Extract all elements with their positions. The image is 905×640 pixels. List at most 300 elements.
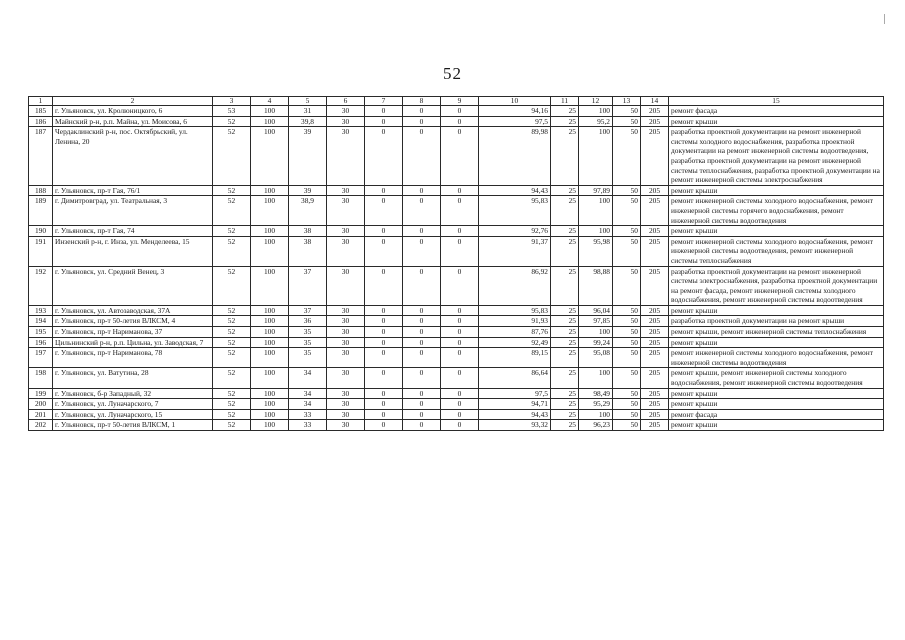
col14-cell: 205: [641, 305, 669, 316]
address-cell: г. Ульяновск, пр-т Нариманова, 78: [53, 348, 213, 368]
column-number-row: [29, 97, 884, 106]
col4-cell: 100: [251, 226, 289, 237]
col10-cell: 94,16: [479, 106, 551, 117]
col8-cell: 0: [403, 420, 441, 431]
address-cell: г. Ульяновск, пр-т 50-летия ВЛКСМ, 1: [53, 420, 213, 431]
column-header-2: 2: [53, 97, 213, 106]
col3-cell: 53: [213, 106, 251, 117]
col9-cell: 0: [441, 266, 479, 305]
table-body: [29, 106, 884, 431]
col6-cell: 30: [327, 368, 365, 388]
col14-cell: 205: [641, 409, 669, 420]
col13-cell: 50: [613, 420, 641, 431]
table-row: [29, 196, 884, 226]
col8-cell: 0: [403, 266, 441, 305]
work-description-cell: ремонт крыши: [669, 388, 884, 399]
work-description-cell: ремонт инженерной системы холодного водоснабжения, ремонт инженерной системы горячего водоснабжения, ремонт инженерной системы водоотведения: [669, 196, 884, 226]
col6-cell: 30: [327, 409, 365, 420]
work-description-cell: ремонт крыши: [669, 305, 884, 316]
address-cell: г. Ульяновск, ул. Луначарского, 15: [53, 409, 213, 420]
col10-cell: 89,15: [479, 348, 551, 368]
col14-cell: 205: [641, 337, 669, 348]
col9-cell: 0: [441, 368, 479, 388]
col10-cell: 91,37: [479, 236, 551, 266]
col9-cell: 0: [441, 337, 479, 348]
col4-cell: 100: [251, 337, 289, 348]
col10-cell: 89,98: [479, 127, 551, 186]
work-description-cell: ремонт крыши, ремонт инженерной системы холодного водоснабжения, ремонт инженерной системы водоотведения: [669, 368, 884, 388]
col7-cell: 0: [365, 316, 403, 327]
col5-cell: 34: [289, 399, 327, 410]
page-number: 52: [443, 64, 462, 83]
table-row: [29, 226, 884, 237]
col11-cell: 25: [551, 368, 579, 388]
col13-cell: 50: [613, 368, 641, 388]
col8-cell: 0: [403, 196, 441, 226]
address-cell: г. Ульяновск, пр-т Гая, 76/1: [53, 185, 213, 196]
work-description-cell: ремонт крыши: [669, 185, 884, 196]
col7-cell: 0: [365, 420, 403, 431]
col10-cell: 97,5: [479, 388, 551, 399]
col11-cell: 25: [551, 236, 579, 266]
row-number-cell: 201: [29, 409, 53, 420]
col8-cell: 0: [403, 316, 441, 327]
col9-cell: 0: [441, 316, 479, 327]
col5-cell: 38: [289, 236, 327, 266]
col13-cell: 50: [613, 106, 641, 117]
col14-cell: 205: [641, 116, 669, 127]
col13-cell: 50: [613, 305, 641, 316]
col8-cell: 0: [403, 185, 441, 196]
col10-cell: 94,43: [479, 409, 551, 420]
row-number-cell: 196: [29, 337, 53, 348]
col12-cell: 97,89: [579, 185, 613, 196]
col12-cell: 98,49: [579, 388, 613, 399]
col3-cell: 52: [213, 196, 251, 226]
col11-cell: 25: [551, 316, 579, 327]
col13-cell: 50: [613, 266, 641, 305]
col6-cell: 30: [327, 196, 365, 226]
col6-cell: 30: [327, 185, 365, 196]
col11-cell: 25: [551, 116, 579, 127]
col11-cell: 25: [551, 327, 579, 338]
table-row: [29, 305, 884, 316]
col12-cell: 100: [579, 409, 613, 420]
col6-cell: 30: [327, 388, 365, 399]
work-description-cell: ремонт крыши: [669, 420, 884, 431]
column-header-8: 8: [403, 97, 441, 106]
table-row: [29, 127, 884, 186]
col11-cell: 25: [551, 409, 579, 420]
work-description-cell: ремонт инженерной системы холодного водоснабжения, ремонт инженерной системы водоотведения, ремонт инженерной системы теплоснабжения: [669, 236, 884, 266]
table-row: [29, 388, 884, 399]
work-description-cell: ремонт крыши: [669, 116, 884, 127]
table-row: [29, 185, 884, 196]
col3-cell: 52: [213, 316, 251, 327]
column-header-4: 4: [251, 97, 289, 106]
col4-cell: 100: [251, 106, 289, 117]
address-cell: Цильнинский р-н, р.п. Цильна, ул. Заводская, 7: [53, 337, 213, 348]
col7-cell: 0: [365, 116, 403, 127]
col6-cell: 30: [327, 305, 365, 316]
col8-cell: 0: [403, 409, 441, 420]
col11-cell: 25: [551, 305, 579, 316]
col6-cell: 30: [327, 106, 365, 117]
col13-cell: 50: [613, 348, 641, 368]
col4-cell: 100: [251, 185, 289, 196]
col14-cell: 205: [641, 327, 669, 338]
row-number-cell: 189: [29, 196, 53, 226]
col9-cell: 0: [441, 185, 479, 196]
col12-cell: 100: [579, 368, 613, 388]
col10-cell: 92,49: [479, 337, 551, 348]
address-cell: Инзенский р-н, г. Инза, ул. Менделеева, 15: [53, 236, 213, 266]
col9-cell: 0: [441, 236, 479, 266]
col13-cell: 50: [613, 409, 641, 420]
col7-cell: 0: [365, 368, 403, 388]
col5-cell: 39,8: [289, 116, 327, 127]
col14-cell: 205: [641, 185, 669, 196]
address-cell: г. Ульяновск, пр-т Нариманова, 37: [53, 327, 213, 338]
col6-cell: 30: [327, 420, 365, 431]
col12-cell: 95,98: [579, 236, 613, 266]
col12-cell: 100: [579, 327, 613, 338]
col5-cell: 37: [289, 266, 327, 305]
col12-cell: 96,04: [579, 305, 613, 316]
col9-cell: 0: [441, 116, 479, 127]
col3-cell: 52: [213, 337, 251, 348]
col8-cell: 0: [403, 226, 441, 237]
col10-cell: 95,83: [479, 305, 551, 316]
col11-cell: 25: [551, 266, 579, 305]
col14-cell: 205: [641, 348, 669, 368]
col7-cell: 0: [365, 266, 403, 305]
col3-cell: 52: [213, 368, 251, 388]
col11-cell: 25: [551, 420, 579, 431]
address-cell: Майнский р-н, р.п. Майна, ул. Моисова, 6: [53, 116, 213, 127]
col10-cell: 87,76: [479, 327, 551, 338]
col5-cell: 35: [289, 327, 327, 338]
col7-cell: 0: [365, 399, 403, 410]
column-header-6: 6: [327, 97, 365, 106]
work-description-cell: разработка проектной документации на ремонт инженерной системы электроснабжения, разработка проектной документации на ремонт фасада, ремонт инженерной системы холодного водоснабжения, ремонт инженерной системы водоотведения: [669, 266, 884, 305]
table-row: [29, 236, 884, 266]
col11-cell: 25: [551, 185, 579, 196]
col12-cell: 100: [579, 226, 613, 237]
column-header-15: 15: [669, 97, 884, 106]
col8-cell: 0: [403, 236, 441, 266]
table-row: [29, 266, 884, 305]
table-row: [29, 368, 884, 388]
col11-cell: 25: [551, 127, 579, 186]
table-row: [29, 337, 884, 348]
col5-cell: 34: [289, 388, 327, 399]
col11-cell: 25: [551, 348, 579, 368]
col3-cell: 52: [213, 266, 251, 305]
col4-cell: 100: [251, 348, 289, 368]
col13-cell: 50: [613, 196, 641, 226]
col6-cell: 30: [327, 226, 365, 237]
col9-cell: 0: [441, 409, 479, 420]
col4-cell: 100: [251, 116, 289, 127]
col6-cell: 30: [327, 337, 365, 348]
col7-cell: 0: [365, 127, 403, 186]
col4-cell: 100: [251, 368, 289, 388]
col14-cell: 205: [641, 226, 669, 237]
col8-cell: 0: [403, 368, 441, 388]
col5-cell: 35: [289, 337, 327, 348]
col3-cell: 52: [213, 305, 251, 316]
col11-cell: 25: [551, 226, 579, 237]
col14-cell: 205: [641, 388, 669, 399]
col6-cell: 30: [327, 327, 365, 338]
row-number-cell: 194: [29, 316, 53, 327]
col3-cell: 52: [213, 409, 251, 420]
row-number-cell: 200: [29, 399, 53, 410]
col3-cell: 52: [213, 236, 251, 266]
address-cell: г. Ульяновск, б-р Западный, 32: [53, 388, 213, 399]
row-number-cell: 185: [29, 106, 53, 117]
col7-cell: 0: [365, 337, 403, 348]
address-cell: г. Ульяновск, ул. Средний Венец, 3: [53, 266, 213, 305]
col13-cell: 50: [613, 236, 641, 266]
col8-cell: 0: [403, 127, 441, 186]
row-number-cell: 188: [29, 185, 53, 196]
col10-cell: 86,92: [479, 266, 551, 305]
col4-cell: 100: [251, 420, 289, 431]
col5-cell: 35: [289, 348, 327, 368]
col8-cell: 0: [403, 116, 441, 127]
col4-cell: 100: [251, 305, 289, 316]
column-header-14: 14: [641, 97, 669, 106]
col3-cell: 52: [213, 127, 251, 186]
repair-program-table: [28, 96, 884, 431]
work-description-cell: разработка проектной документации на ремонт инженерной системы холодного водоснабжения, разработка проектной документации на ремонт инженерной системы водоотведения, разработка проектной документации на ремонт инженерной системы теплоснабжения, разработка проектной документации на ремонт инженерной системы электроснабжения: [669, 127, 884, 186]
col5-cell: 33: [289, 420, 327, 431]
col5-cell: 39: [289, 127, 327, 186]
col13-cell: 50: [613, 327, 641, 338]
col13-cell: 50: [613, 116, 641, 127]
col12-cell: 100: [579, 196, 613, 226]
col12-cell: 100: [579, 106, 613, 117]
row-number-cell: 195: [29, 327, 53, 338]
col7-cell: 0: [365, 106, 403, 117]
col10-cell: 94,71: [479, 399, 551, 410]
col3-cell: 52: [213, 399, 251, 410]
col11-cell: 25: [551, 388, 579, 399]
col8-cell: 0: [403, 106, 441, 117]
col12-cell: 95,2: [579, 116, 613, 127]
row-number-cell: 187: [29, 127, 53, 186]
column-header-3: 3: [213, 97, 251, 106]
col13-cell: 50: [613, 226, 641, 237]
col14-cell: 205: [641, 316, 669, 327]
col6-cell: 30: [327, 127, 365, 186]
col9-cell: 0: [441, 399, 479, 410]
col6-cell: 30: [327, 316, 365, 327]
table-row: [29, 116, 884, 127]
row-number-cell: 191: [29, 236, 53, 266]
col6-cell: 30: [327, 348, 365, 368]
table-row: [29, 106, 884, 117]
work-description-cell: ремонт крыши, ремонт инженерной системы теплоснабжения: [669, 327, 884, 338]
col8-cell: 0: [403, 388, 441, 399]
col7-cell: 0: [365, 388, 403, 399]
address-cell: г. Ульяновск, пр-т Гая, 74: [53, 226, 213, 237]
column-header-10: 10: [479, 97, 551, 106]
address-cell: г. Ульяновск, ул. Автозаводская, 37А: [53, 305, 213, 316]
col9-cell: 0: [441, 388, 479, 399]
work-description-cell: ремонт крыши: [669, 226, 884, 237]
col14-cell: 205: [641, 420, 669, 431]
row-number-cell: 186: [29, 116, 53, 127]
col12-cell: 97,85: [579, 316, 613, 327]
col8-cell: 0: [403, 305, 441, 316]
col12-cell: 95,29: [579, 399, 613, 410]
col14-cell: 205: [641, 127, 669, 186]
col14-cell: 205: [641, 368, 669, 388]
col5-cell: 33: [289, 409, 327, 420]
col11-cell: 25: [551, 196, 579, 226]
col8-cell: 0: [403, 399, 441, 410]
col7-cell: 0: [365, 196, 403, 226]
work-description-cell: ремонт крыши: [669, 399, 884, 410]
col8-cell: 0: [403, 327, 441, 338]
col4-cell: 100: [251, 127, 289, 186]
col14-cell: 205: [641, 106, 669, 117]
address-cell: г. Ульяновск, ул. Ватутина, 28: [53, 368, 213, 388]
col5-cell: 37: [289, 305, 327, 316]
work-description-cell: ремонт крыши: [669, 337, 884, 348]
col8-cell: 0: [403, 348, 441, 368]
col9-cell: 0: [441, 106, 479, 117]
col4-cell: 100: [251, 316, 289, 327]
work-description-cell: разработка проектной документации на ремонт крыши: [669, 316, 884, 327]
col5-cell: 38,9: [289, 196, 327, 226]
col10-cell: 95,83: [479, 196, 551, 226]
col3-cell: 52: [213, 226, 251, 237]
table-row: [29, 348, 884, 368]
table-row: [29, 399, 884, 410]
table-row: [29, 327, 884, 338]
address-cell: г. Ульяновск, ул. Кролюницкого, 6: [53, 106, 213, 117]
row-number-cell: 198: [29, 368, 53, 388]
col11-cell: 25: [551, 106, 579, 117]
col10-cell: 94,43: [479, 185, 551, 196]
col5-cell: 31: [289, 106, 327, 117]
col9-cell: 0: [441, 348, 479, 368]
col12-cell: 100: [579, 127, 613, 186]
col12-cell: 95,08: [579, 348, 613, 368]
col10-cell: 97,5: [479, 116, 551, 127]
col7-cell: 0: [365, 185, 403, 196]
col7-cell: 0: [365, 236, 403, 266]
column-header-1: 1: [29, 97, 53, 106]
col9-cell: 0: [441, 226, 479, 237]
col7-cell: 0: [365, 305, 403, 316]
table-row: [29, 316, 884, 327]
col10-cell: 93,32: [479, 420, 551, 431]
col8-cell: 0: [403, 337, 441, 348]
col4-cell: 100: [251, 266, 289, 305]
row-number-cell: 190: [29, 226, 53, 237]
row-number-cell: 202: [29, 420, 53, 431]
col4-cell: 100: [251, 388, 289, 399]
row-number-cell: 192: [29, 266, 53, 305]
col3-cell: 52: [213, 327, 251, 338]
col10-cell: 86,64: [479, 368, 551, 388]
table-row: [29, 420, 884, 431]
work-description-cell: ремонт фасада: [669, 409, 884, 420]
col4-cell: 100: [251, 399, 289, 410]
column-header-7: 7: [365, 97, 403, 106]
col9-cell: 0: [441, 305, 479, 316]
col14-cell: 205: [641, 266, 669, 305]
col13-cell: 50: [613, 399, 641, 410]
row-number-cell: 199: [29, 388, 53, 399]
col13-cell: 50: [613, 337, 641, 348]
col14-cell: 205: [641, 399, 669, 410]
col10-cell: 91,93: [479, 316, 551, 327]
address-cell: г. Ульяновск, пр-т 50-летия ВЛКСМ, 4: [53, 316, 213, 327]
col4-cell: 100: [251, 236, 289, 266]
col7-cell: 0: [365, 226, 403, 237]
col7-cell: 0: [365, 327, 403, 338]
col14-cell: 205: [641, 236, 669, 266]
col6-cell: 30: [327, 266, 365, 305]
col3-cell: 52: [213, 388, 251, 399]
col5-cell: 36: [289, 316, 327, 327]
col13-cell: 50: [613, 127, 641, 186]
col3-cell: 52: [213, 420, 251, 431]
column-header-12: 12: [579, 97, 613, 106]
address-cell: Чердаклинский р-н, пос. Октябрьский, ул. Ленина, 20: [53, 127, 213, 186]
col14-cell: 205: [641, 196, 669, 226]
col10-cell: 92,76: [479, 226, 551, 237]
col4-cell: 100: [251, 409, 289, 420]
scan-mark: [884, 14, 885, 24]
col13-cell: 50: [613, 316, 641, 327]
col6-cell: 30: [327, 116, 365, 127]
col9-cell: 0: [441, 127, 479, 186]
address-cell: г. Ульяновск, ул. Луначарского, 7: [53, 399, 213, 410]
work-description-cell: ремонт инженерной системы холодного водоснабжения, ремонт инженерной системы водоотведения: [669, 348, 884, 368]
col4-cell: 100: [251, 327, 289, 338]
column-header-11: 11: [551, 97, 579, 106]
col5-cell: 39: [289, 185, 327, 196]
work-description-cell: ремонт фасада: [669, 106, 884, 117]
table-row: [29, 409, 884, 420]
col12-cell: 99,24: [579, 337, 613, 348]
col12-cell: 98,88: [579, 266, 613, 305]
col4-cell: 100: [251, 196, 289, 226]
row-number-cell: 193: [29, 305, 53, 316]
col9-cell: 0: [441, 196, 479, 226]
col3-cell: 52: [213, 185, 251, 196]
col12-cell: 96,23: [579, 420, 613, 431]
col5-cell: 34: [289, 368, 327, 388]
col7-cell: 0: [365, 409, 403, 420]
col6-cell: 30: [327, 236, 365, 266]
col5-cell: 38: [289, 226, 327, 237]
col9-cell: 0: [441, 420, 479, 431]
col11-cell: 25: [551, 399, 579, 410]
column-header-13: 13: [613, 97, 641, 106]
col11-cell: 25: [551, 337, 579, 348]
column-header-9: 9: [441, 97, 479, 106]
col3-cell: 52: [213, 348, 251, 368]
column-header-5: 5: [289, 97, 327, 106]
